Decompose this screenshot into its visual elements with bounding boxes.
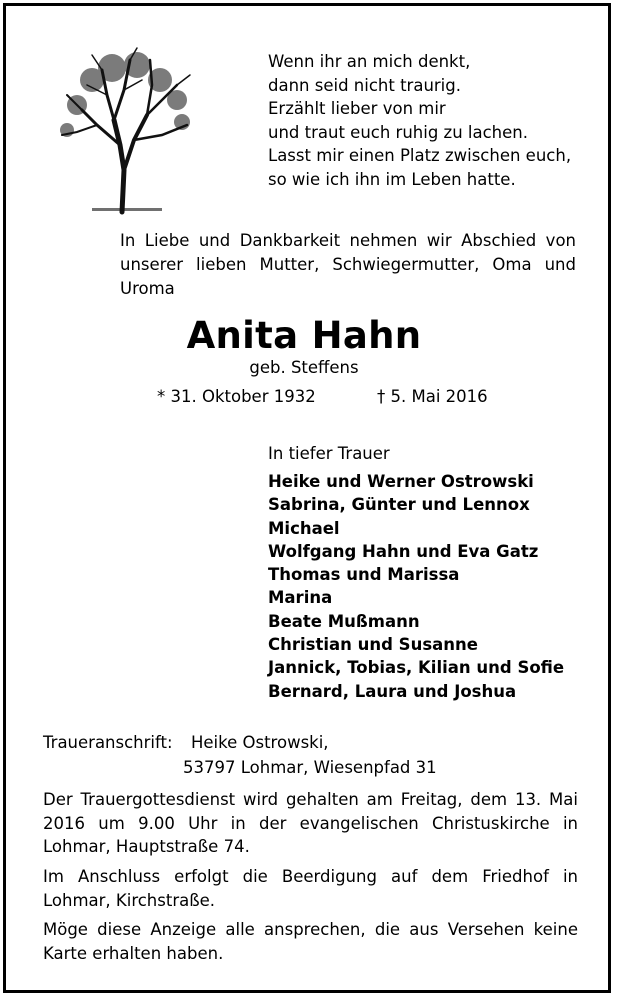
poem-line: Wenn ihr an mich denkt, [268,52,471,71]
mourner-item: Heike und Werner Ostrowski [268,472,534,491]
maiden-name: geb. Steffens [249,358,359,377]
mourner-item: Bernard, Laura und Joshua [268,681,517,701]
poem-line: so wie ich ihn im Leben hatte. [268,169,516,189]
mourner-item: Beate Mußmann [268,611,420,631]
birth-date: * 31. Oktober 1932 [157,387,316,406]
deceased-name: Anita Hahn [186,314,422,357]
poem [268,50,571,192]
poem-line: dann seid nicht traurig. [268,75,461,95]
mourner-item: Marina [268,588,333,608]
mourner-item: Thomas und Marissa [268,565,460,585]
mourner-item: Sabrina, Günter und Lennox [268,495,530,515]
mourner-item: Wolfgang Hahn und Eva Gatz [268,541,539,561]
mourner-item: Christian und Susanne [268,635,478,655]
service-paragraph: Der Trauergottesdienst wird gehalten am Freitag, dem 13. Mai 2016 um 9.00 Uhr in der evangelischen Christuskirche in Lohmar, Hauptstraße 74. [43,790,578,856]
poem-line: und traut euch ruhig zu lachen. [268,122,528,142]
address-line-1: Heike Ostrowski, [191,733,329,752]
tree-icon [52,40,202,215]
mourners-list [268,470,564,703]
mourning-label: In tiefer Trauer [268,444,390,463]
intro-text: In Liebe und Dankbarkeit nehmen wir Abschied von unserer lieben Mutter, Schwiegermutter, Oma und Uroma [120,231,576,298]
mourner-item: Michael [268,518,340,538]
address-label: Traueranschrift: [43,733,173,752]
address-line-2: 53797 Lohmar, Wiesenpfad 31 [183,758,437,777]
burial-paragraph: Im Anschluss erfolgt die Beerdigung auf dem Friedhof in Lohmar, Kirchstraße. [43,867,578,910]
notice-paragraph: Möge diese Anzeige alle ansprechen, die aus Versehen keine Karte erhalten haben. [43,920,578,963]
mourner-item: Jannick, Tobias, Kilian und Sofie [268,658,565,678]
death-date: † 5. Mai 2016 [377,387,488,406]
poem-line: Erzählt lieber von mir [268,99,446,119]
poem-line: Lasst mir einen Platz zwischen euch, [268,146,572,166]
